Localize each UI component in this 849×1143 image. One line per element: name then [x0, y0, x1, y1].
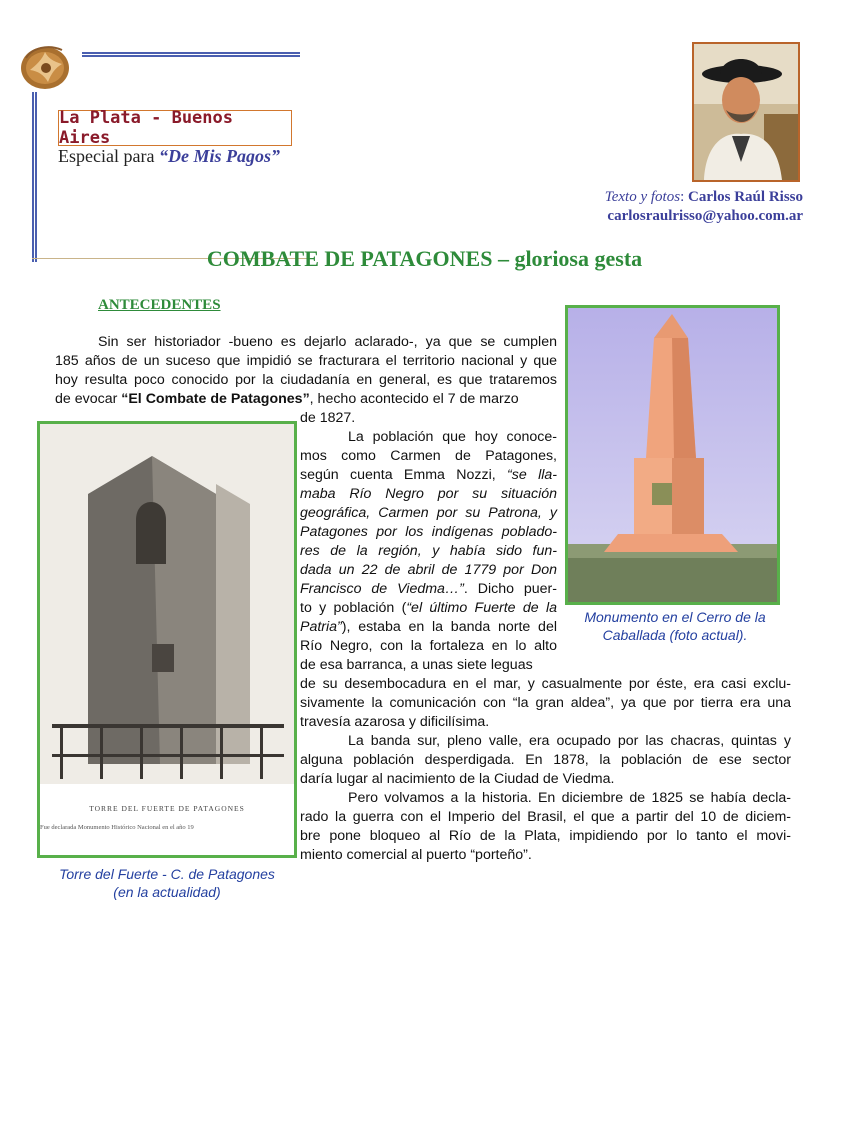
body-line: hoy resulta poco conocido por la ciudadanía en general, es que trataremos: [55, 372, 557, 388]
body-line: Sin ser historiador -bueno es dejarlo aclarado-, ya que se cumplen: [98, 334, 557, 350]
credit-line: [605, 188, 803, 207]
body-line: de esa barranca, a unas siete leguas: [300, 657, 533, 673]
body-line: Patagones por los indígenas poblado-: [300, 524, 557, 540]
section-heading-antecedentes: ANTECEDENTES: [98, 297, 221, 313]
flower-logo-icon: [18, 40, 76, 92]
body-line: bre pone bloqueo al Río de la Plata, impidiendo por lo tanto el movi-: [300, 828, 791, 844]
tower-caption: Torre del Fuerte - C. de Patagones (en la actualidad): [59, 866, 275, 900]
author-photo: [692, 42, 800, 182]
author-email[interactable]: carlosraulrisso@yahoo.com.ar: [607, 208, 803, 224]
body-line: maba Río Negro por su situación: [300, 486, 557, 502]
body-line: 185 años de un suceso que impidió se fracturara el territorio nacional y que: [55, 353, 557, 369]
body-line: to y población (“el último Fuerte de la: [300, 600, 557, 616]
body-line: según cuenta Emma Nozzi, “se lla-: [300, 467, 557, 483]
body-line: dada un 22 de abril de 1779 por Don: [300, 562, 557, 578]
header-rule-left: [32, 92, 37, 262]
body-line: miento comercial al puerto “porteño”.: [300, 847, 532, 863]
body-line: geográfica, Carmen por su Patrona, y: [300, 505, 557, 521]
body-line: Río Negro, con la fortaleza en lo alto: [300, 638, 557, 654]
credit-label: Texto y fotos: [604, 189, 681, 205]
body-line: mos como Carmen de Patagones,: [300, 448, 557, 464]
body-line: Francisco de Viedma…”. Dicho puer-: [300, 581, 558, 597]
body-line: Patria”), estaba en la banda norte del: [300, 619, 557, 635]
author-name: Carlos Raúl Risso: [687, 189, 803, 205]
body-line: alguna población desperdigada. En 1878, la población de ese sector: [300, 752, 791, 768]
header-rule-top: [82, 52, 300, 57]
location-badge: La Plata - Buenos Aires: [58, 110, 292, 146]
credit-block: [605, 188, 803, 226]
monument-caption: Monumento en el Cerro de la Caballada (foto actual).: [584, 609, 766, 643]
monument-photo: [565, 305, 780, 605]
credit-colon: :: [680, 189, 688, 205]
body-line: res de la región, y había sido fun-: [300, 543, 557, 559]
tower-inscription-text: Fue declarada Monumento Histórico Nacional en el año 19: [40, 824, 194, 831]
especial-line: [58, 146, 280, 167]
body-line: de evocar “El Combate de Patagones”, hecho acontecido el 7 de marzo: [55, 391, 519, 407]
tower-photo: [37, 421, 297, 858]
body-line: rado la guerra con el Imperio del Brasil, el que a partir del 10 de diciem-: [300, 809, 791, 825]
publication-name: “De Mis Pagos”: [158, 146, 280, 166]
article-title: COMBATE DE PATAGONES – gloriosa gesta: [206, 246, 643, 271]
body-line: de 1827.: [300, 410, 356, 426]
body-line: La banda sur, pleno valle, era ocupado por las chacras, quintas y: [348, 733, 791, 749]
body-line: La población que hoy conoce-: [348, 429, 557, 445]
body-line: de su desembocadura en el mar, y casualmente por éste, era casi exclu-: [300, 676, 791, 692]
especial-prefix: Especial para: [58, 146, 159, 166]
body-line: sivamente la comunicación con “la gran aldea”, ya que por tierra era una: [300, 695, 791, 711]
body-line: travesía azarosa y dificilísima.: [300, 714, 490, 730]
body-line: daría lugar al nacimiento de la Ciudad de Viedma.: [300, 771, 615, 787]
tower-inscription-title: TORRE DEL FUERTE DE PATAGONES: [89, 804, 245, 813]
body-line: Pero volvamos a la historia. En diciembre de 1825 se había decla-: [348, 790, 791, 806]
